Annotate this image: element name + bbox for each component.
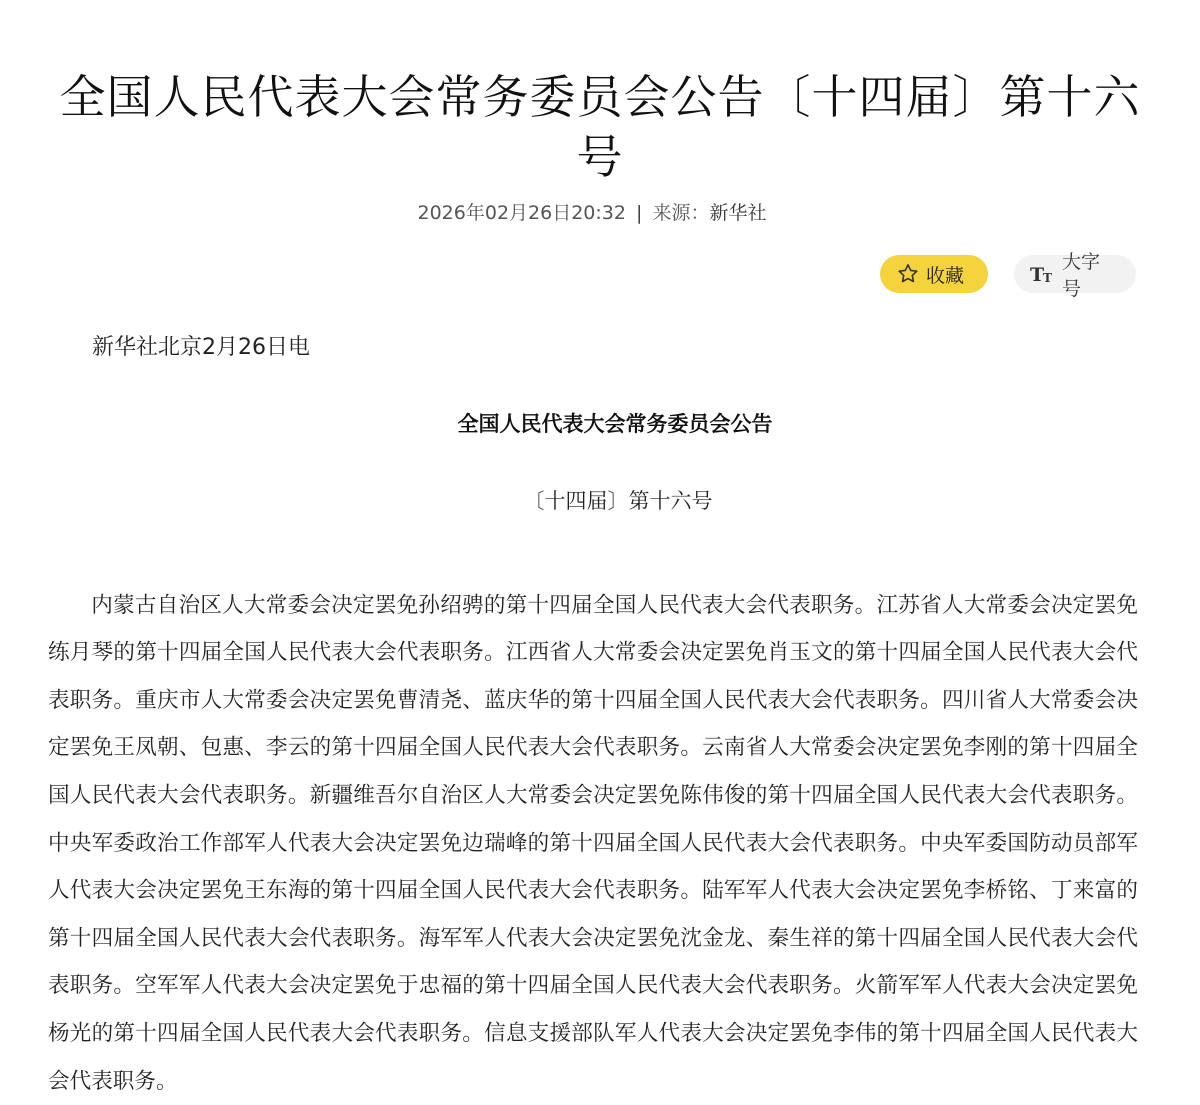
star-icon bbox=[896, 262, 920, 286]
publish-datetime: 2026年02月26日20:32 bbox=[417, 202, 626, 224]
favorite-label: 收藏 bbox=[926, 264, 965, 287]
font-size-button[interactable] bbox=[1014, 251, 1136, 300]
page-title: 全国人民代表大会常务委员会公告〔十四届〕第十六号 bbox=[59, 69, 1141, 184]
favorite-button[interactable] bbox=[880, 255, 988, 293]
meta-separator: | bbox=[636, 202, 643, 224]
notice-title: 全国人民代表大会常务委员会公告 bbox=[457, 412, 773, 436]
article-actions bbox=[880, 251, 1136, 300]
article-body-paragraph: 内蒙古自治区人大常委会决定罢免孙绍骋的第十四届全国人民代表大会代表职务。江苏省人大常委会决定罢免练月琴的第十四届全国人民代表大会代表职务。江西省人大常委会决定罢免肖玉文的第十四届全国人民代表大会代表职务。重庆市人大常委会决定罢免曹清尧、蓝庆华的第十四届全国人民代表大会代表职务。四川省人大常委会决定罢免王凤朝、包惠、李云的第十四届全国人民代表大会代表职务。云南省人大常委会决定罢免李刚的第十四届全国人民代表大会代表职务。新疆维吾尔自治区人大常委会决定罢免陈伟俊的第十四届全国人民代表大会代表职务。中央军委政治工作部军人代表大会决定罢免边瑞峰的第十四届全国人民代表大会代表职务。中央军委国防动员部军人代表大会决定罢免王东海的第十四届全国人民代表大会代表职务。陆军军人代表大会决定罢免李桥铭、丁来富的第十四届全国人民代表大会代表职务。海军军人代表大会决定罢免沈金龙、秦生祥的第十四届全国人民代表大会代表职务。空军军人代表大会决定罢免于忠福的第十四届全国人民代表大会代表职务。火箭军军人代表大会决定罢免杨光的第十四届全国人民代表大会代表职务。信息支援部队军人代表大会决定罢免李伟的第十四届全国人民代表大会代表职务。 bbox=[48, 592, 1138, 1094]
notice-number: 〔十四届〕第十六号 bbox=[523, 489, 713, 513]
svg-text:T: T bbox=[1043, 271, 1052, 285]
text-size-icon bbox=[1030, 263, 1056, 285]
font-size-label: 大字号 bbox=[1062, 251, 1101, 300]
dateline: 新华社北京2月26日电 bbox=[92, 335, 310, 360]
article-meta bbox=[0, 198, 1184, 225]
source-label: 来源： bbox=[652, 202, 710, 224]
source-name: 新华社 bbox=[709, 202, 767, 224]
svg-text:T: T bbox=[1030, 264, 1045, 285]
